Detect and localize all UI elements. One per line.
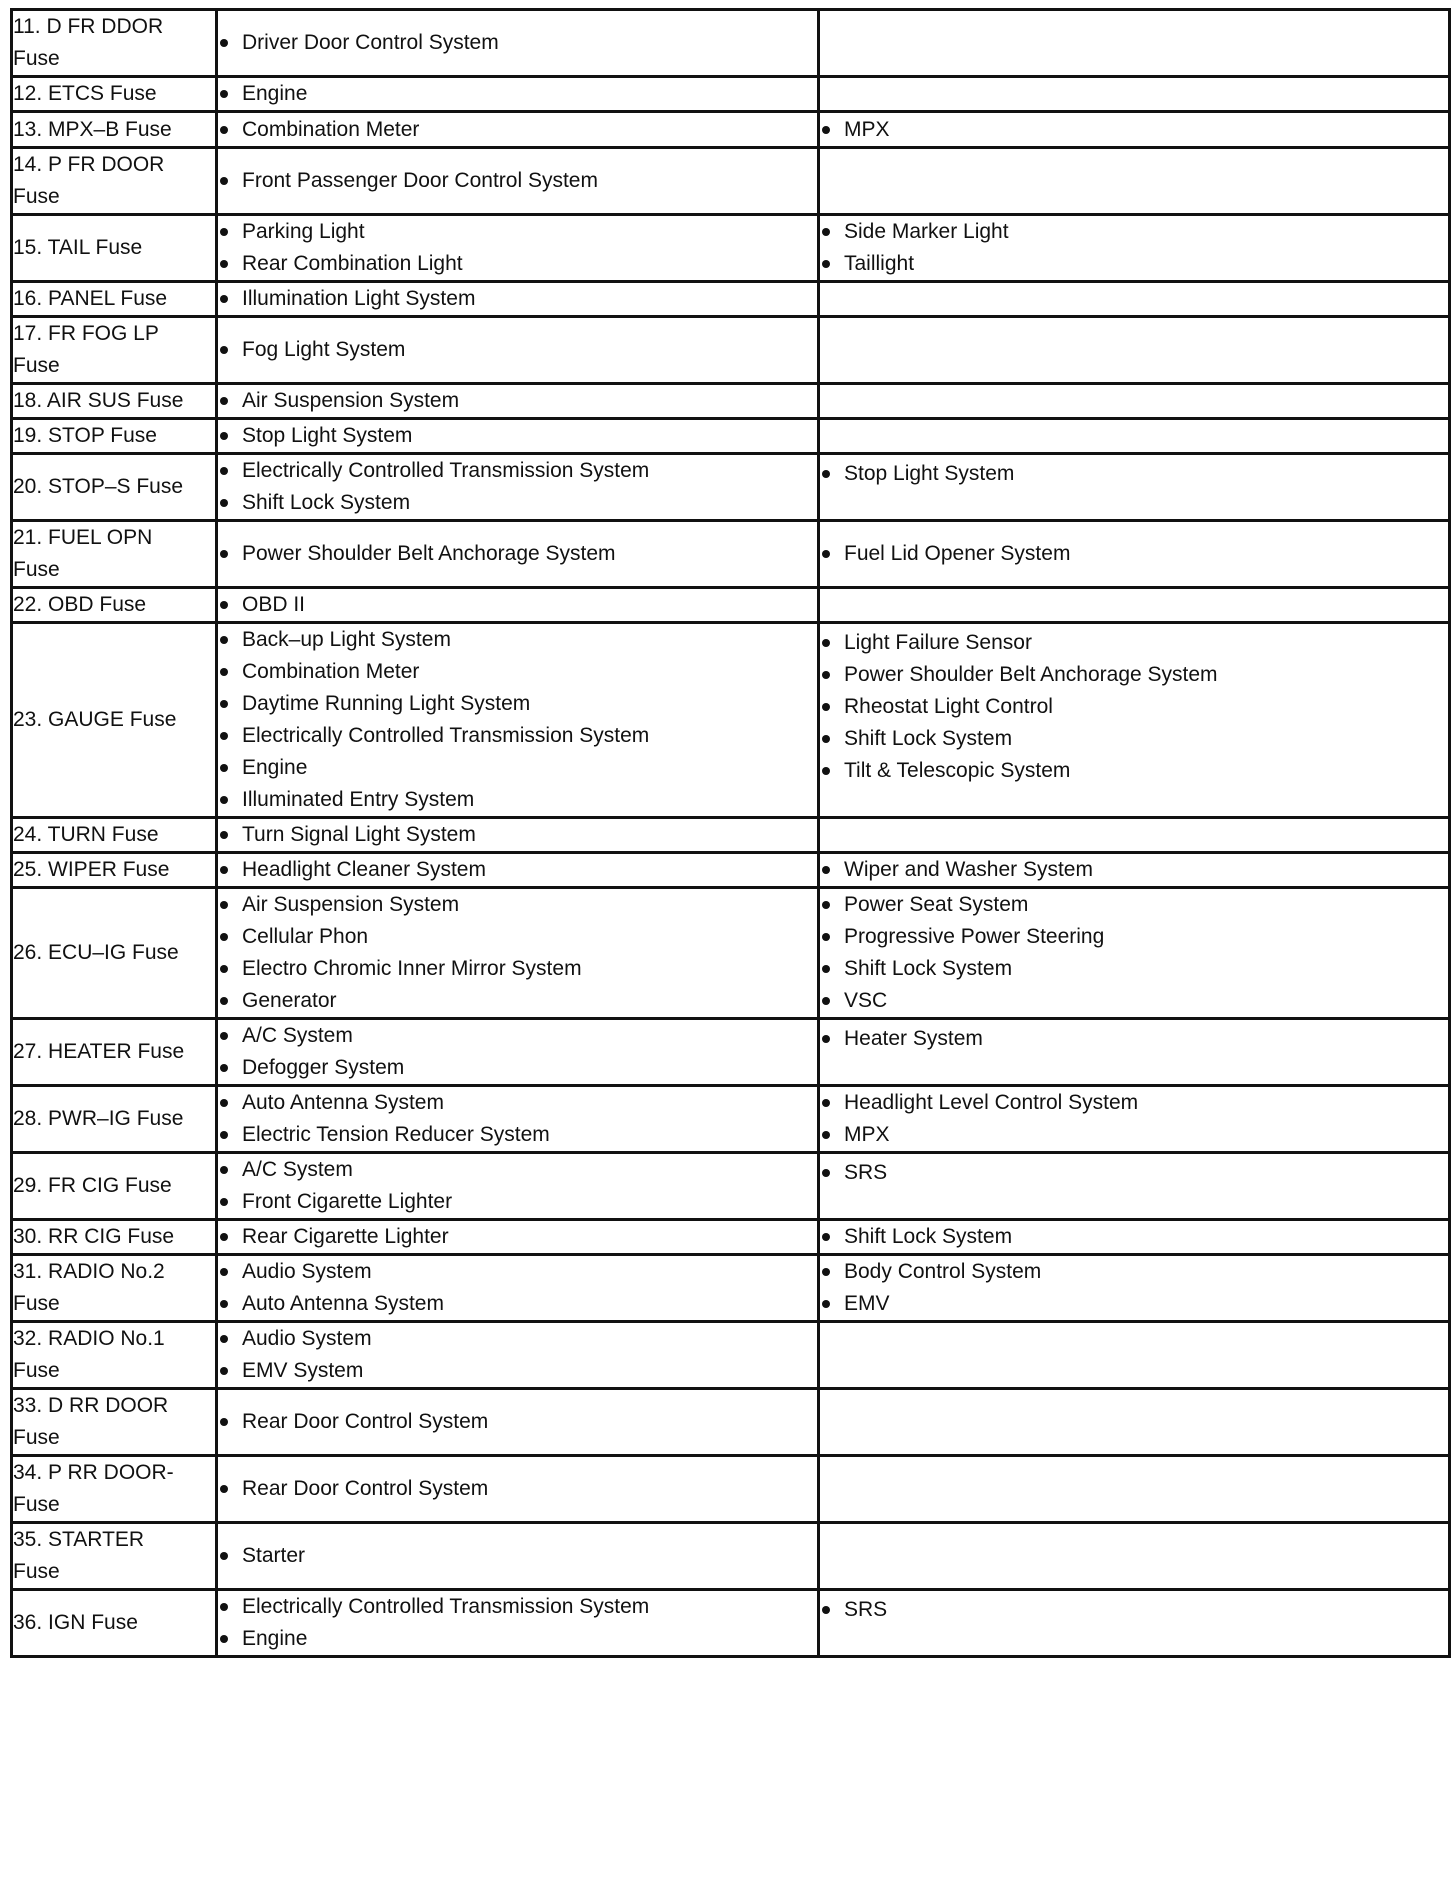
system-item: Taillight (820, 248, 1448, 280)
fuse-row (12, 818, 1450, 853)
systems-cell-secondary (819, 1590, 1450, 1657)
system-item: Electrically Controlled Transmission System (218, 455, 817, 487)
system-item: Air Suspension System (218, 889, 817, 921)
system-item: Starter (218, 1540, 817, 1572)
system-item: Power Seat System (820, 889, 1448, 921)
system-item: Driver Door Control System (218, 27, 817, 59)
systems-cell-secondary (819, 818, 1450, 853)
fuse-name-cell (12, 853, 217, 888)
system-item: Shift Lock System (218, 487, 817, 519)
systems-cell-primary (217, 148, 819, 215)
systems-cell-primary (217, 1389, 819, 1456)
systems-cell-primary (217, 1220, 819, 1255)
fuse-name-cell (12, 77, 217, 112)
fuse-name-line: 27. HEATER Fuse (13, 1040, 185, 1063)
system-item: Shift Lock System (820, 1221, 1448, 1253)
fuse-row (12, 317, 1450, 384)
fuse-name-cell (12, 10, 217, 77)
systems-cell-primary (217, 1019, 819, 1086)
system-item: MPX (820, 1119, 1448, 1151)
fuse-row (12, 77, 1450, 112)
systems-cell-primary (217, 1153, 819, 1220)
system-item: Rear Door Control System (218, 1473, 817, 1505)
fuse-name-cell (12, 112, 217, 148)
systems-cell-secondary (819, 1322, 1450, 1389)
systems-cell-secondary (819, 77, 1450, 112)
systems-list (820, 1087, 1448, 1151)
system-item: OBD II (218, 589, 817, 621)
system-item: Shift Lock System (820, 723, 1448, 755)
fuse-name-line: 26. ECU–IG Fuse (13, 941, 179, 964)
system-item: Audio System (218, 1323, 817, 1355)
systems-cell-secondary (819, 282, 1450, 317)
systems-cell-secondary (819, 521, 1450, 588)
systems-cell-secondary (819, 317, 1450, 384)
systems-cell-primary (217, 818, 819, 853)
systems-list (218, 589, 817, 621)
systems-list (218, 1323, 817, 1387)
fuse-row (12, 588, 1450, 623)
system-item: Back–up Light System (218, 624, 817, 656)
systems-cell-secondary (819, 1220, 1450, 1255)
systems-list (218, 78, 817, 110)
system-item: Combination Meter (218, 114, 817, 146)
fuse-name-line: 32. RADIO No.1 (13, 1327, 165, 1350)
system-item: Front Cigarette Lighter (218, 1186, 817, 1218)
systems-cell-secondary (819, 384, 1450, 419)
systems-cell-primary (217, 419, 819, 454)
fuse-name-line: 15. TAIL Fuse (13, 236, 143, 259)
systems-list (218, 1591, 817, 1655)
fuse-row (12, 1019, 1450, 1086)
fuse-row (12, 853, 1450, 888)
fuse-row (12, 1255, 1450, 1322)
fuse-name-cell (12, 1590, 217, 1657)
system-item: Shift Lock System (820, 953, 1448, 985)
fuse-name-line: 28. PWR–IG Fuse (13, 1107, 184, 1130)
systems-cell-secondary (819, 148, 1450, 215)
systems-cell-secondary (819, 1456, 1450, 1523)
systems-cell-secondary (819, 1019, 1450, 1086)
systems-cell-secondary (819, 623, 1450, 818)
fuse-name-line: Fuse (13, 47, 60, 70)
system-item: Light Failure Sensor (820, 627, 1448, 659)
systems-cell-primary (217, 1590, 819, 1657)
fuse-name-line: 33. D RR DOOR (13, 1394, 169, 1417)
systems-list (218, 538, 817, 570)
fuse-name-cell (12, 1255, 217, 1322)
system-item: Rear Combination Light (218, 248, 817, 280)
systems-cell-primary (217, 112, 819, 148)
fuse-name-line: 29. FR CIG Fuse (13, 1174, 172, 1197)
systems-list (820, 1594, 1448, 1626)
fuse-row (12, 1590, 1450, 1657)
systems-cell-secondary (819, 215, 1450, 282)
fuse-name-cell (12, 282, 217, 317)
fuse-table (10, 8, 1451, 1658)
system-item: Wiper and Washer System (820, 854, 1448, 886)
system-item: Progressive Power Steering (820, 921, 1448, 953)
system-item: Auto Antenna System (218, 1288, 817, 1320)
systems-list (218, 114, 817, 146)
systems-list (218, 1540, 817, 1572)
systems-cell-primary (217, 10, 819, 77)
system-item: Heater System (820, 1023, 1448, 1055)
fuse-row (12, 384, 1450, 419)
system-item: Illumination Light System (218, 283, 817, 315)
fuse-name-cell (12, 1153, 217, 1220)
systems-list (820, 854, 1448, 886)
fuse-name-line: 31. RADIO No.2 (13, 1260, 165, 1283)
systems-list (820, 1157, 1448, 1189)
fuse-row (12, 1153, 1450, 1220)
fuse-name-line: 17. FR FOG LP (13, 322, 159, 345)
system-item: Rear Door Control System (218, 1406, 817, 1438)
systems-list (820, 114, 1448, 146)
system-item: Front Passenger Door Control System (218, 165, 817, 197)
fuse-name-cell (12, 215, 217, 282)
fuse-name-cell (12, 148, 217, 215)
systems-cell-primary (217, 1086, 819, 1153)
fuse-name-line: 23. GAUGE Fuse (13, 708, 177, 731)
systems-cell-secondary (819, 419, 1450, 454)
systems-list (218, 385, 817, 417)
fuse-table-body (12, 10, 1450, 1657)
fuse-name-line: Fuse (13, 558, 60, 581)
fuse-name-line: 25. WIPER Fuse (13, 858, 170, 881)
systems-list (820, 538, 1448, 570)
fuse-row (12, 1523, 1450, 1590)
system-item: Engine (218, 78, 817, 110)
systems-list (218, 1256, 817, 1320)
systems-cell-primary (217, 317, 819, 384)
systems-list (218, 165, 817, 197)
fuse-row (12, 1322, 1450, 1389)
fuse-name-cell (12, 1523, 217, 1590)
systems-list (218, 889, 817, 1017)
system-item: Power Shoulder Belt Anchorage System (218, 538, 817, 570)
system-item: Electrically Controlled Transmission System (218, 1591, 817, 1623)
system-item: Headlight Level Control System (820, 1087, 1448, 1119)
systems-cell-primary (217, 282, 819, 317)
fuse-name-line: 24. TURN Fuse (13, 823, 159, 846)
systems-list (218, 854, 817, 886)
fuse-name-line: 34. P RR DOOR- (13, 1461, 174, 1484)
fuse-row (12, 112, 1450, 148)
fuse-row (12, 1389, 1450, 1456)
system-item: Cellular Phon (218, 921, 817, 953)
fuse-row (12, 148, 1450, 215)
system-item: Defogger System (218, 1052, 817, 1084)
system-item: Engine (218, 1623, 817, 1655)
fuse-name-cell (12, 521, 217, 588)
fuse-name-cell (12, 454, 217, 521)
fuse-name-cell (12, 1019, 217, 1086)
systems-list (820, 627, 1448, 787)
fuse-row (12, 1456, 1450, 1523)
systems-cell-secondary (819, 1255, 1450, 1322)
system-item: Auto Antenna System (218, 1087, 817, 1119)
system-item: A/C System (218, 1020, 817, 1052)
fuse-name-cell (12, 1456, 217, 1523)
system-item: Engine (218, 752, 817, 784)
systems-list (820, 458, 1448, 490)
fuse-table-sheet (10, 8, 1448, 1658)
fuse-row (12, 1086, 1450, 1153)
system-item: Headlight Cleaner System (218, 854, 817, 886)
fuse-row (12, 1220, 1450, 1255)
fuse-name-line: Fuse (13, 185, 60, 208)
fuse-name-cell (12, 888, 217, 1019)
system-item: Illuminated Entry System (218, 784, 817, 816)
systems-list (820, 216, 1448, 280)
system-item: Generator (218, 985, 817, 1017)
fuse-name-line: 20. STOP–S Fuse (13, 475, 184, 498)
fuse-name-line: 19. STOP Fuse (13, 424, 157, 447)
systems-cell-secondary (819, 853, 1450, 888)
fuse-row (12, 521, 1450, 588)
systems-cell-primary (217, 1523, 819, 1590)
systems-cell-primary (217, 1255, 819, 1322)
systems-list (218, 334, 817, 366)
systems-list (218, 624, 817, 816)
system-item: Daytime Running Light System (218, 688, 817, 720)
system-item: Fuel Lid Opener System (820, 538, 1448, 570)
fuse-name-line: Fuse (13, 1359, 60, 1382)
system-item: Rear Cigarette Lighter (218, 1221, 817, 1253)
fuse-name-line: Fuse (13, 354, 60, 377)
system-item: Electric Tension Reducer System (218, 1119, 817, 1151)
fuse-row (12, 215, 1450, 282)
fuse-name-cell (12, 623, 217, 818)
systems-cell-primary (217, 623, 819, 818)
systems-cell-primary (217, 384, 819, 419)
system-item: Audio System (218, 1256, 817, 1288)
fuse-name-line: 18. AIR SUS Fuse (13, 389, 184, 412)
system-item: Fog Light System (218, 334, 817, 366)
systems-list (820, 1256, 1448, 1320)
system-item: Turn Signal Light System (218, 819, 817, 851)
system-item: Rheostat Light Control (820, 691, 1448, 723)
system-item: Electrically Controlled Transmission System (218, 720, 817, 752)
systems-cell-secondary (819, 112, 1450, 148)
system-item: SRS (820, 1594, 1448, 1626)
systems-cell-secondary (819, 454, 1450, 521)
systems-list (218, 1020, 817, 1084)
system-item: Side Marker Light (820, 216, 1448, 248)
systems-list (218, 27, 817, 59)
fuse-row (12, 10, 1450, 77)
systems-list (218, 1406, 817, 1438)
systems-list (218, 1154, 817, 1218)
fuse-name-line: Fuse (13, 1426, 60, 1449)
systems-cell-secondary (819, 1086, 1450, 1153)
fuse-name-cell (12, 1322, 217, 1389)
systems-cell-primary (217, 1322, 819, 1389)
system-item: Parking Light (218, 216, 817, 248)
fuse-name-line: Fuse (13, 1493, 60, 1516)
system-item: Combination Meter (218, 656, 817, 688)
fuse-name-line: 21. FUEL OPN (13, 526, 153, 549)
systems-list (218, 1087, 817, 1151)
systems-cell-primary (217, 853, 819, 888)
systems-cell-primary (217, 454, 819, 521)
fuse-name-line: 14. P FR DOOR (13, 153, 165, 176)
systems-cell-primary (217, 588, 819, 623)
fuse-name-line: Fuse (13, 1292, 60, 1315)
fuse-name-cell (12, 419, 217, 454)
fuse-name-line: 16. PANEL Fuse (13, 287, 168, 310)
systems-list (820, 1221, 1448, 1253)
systems-list (218, 1473, 817, 1505)
systems-cell-primary (217, 215, 819, 282)
fuse-row (12, 623, 1450, 818)
system-item: Power Shoulder Belt Anchorage System (820, 659, 1448, 691)
system-item: Stop Light System (218, 420, 817, 452)
systems-cell-secondary (819, 588, 1450, 623)
fuse-name-cell (12, 1220, 217, 1255)
systems-cell-primary (217, 1456, 819, 1523)
fuse-name-line: 22. OBD Fuse (13, 593, 147, 616)
systems-list (218, 455, 817, 519)
systems-cell-secondary (819, 1389, 1450, 1456)
systems-cell-secondary (819, 10, 1450, 77)
systems-list (218, 283, 817, 315)
fuse-name-line: 36. IGN Fuse (13, 1611, 138, 1634)
systems-cell-primary (217, 521, 819, 588)
systems-list (218, 216, 817, 280)
system-item: SRS (820, 1157, 1448, 1189)
system-item: Electro Chromic Inner Mirror System (218, 953, 817, 985)
systems-cell-secondary (819, 1523, 1450, 1590)
system-item: MPX (820, 114, 1448, 146)
systems-list (218, 1221, 817, 1253)
systems-list (218, 819, 817, 851)
system-item: EMV (820, 1288, 1448, 1320)
fuse-name-line: 11. D FR DDOR (13, 15, 164, 38)
system-item: Air Suspension System (218, 385, 817, 417)
systems-cell-secondary (819, 1153, 1450, 1220)
fuse-name-line: Fuse (13, 1560, 60, 1583)
fuse-name-line: 13. MPX–B Fuse (13, 117, 172, 141)
fuse-name-cell (12, 384, 217, 419)
fuse-name-line: 12. ETCS Fuse (13, 82, 157, 105)
system-item: Body Control System (820, 1256, 1448, 1288)
fuse-name-line: 30. RR CIG Fuse (13, 1225, 175, 1248)
fuse-row (12, 419, 1450, 454)
fuse-row (12, 282, 1450, 317)
fuse-name-cell (12, 1086, 217, 1153)
system-item: VSC (820, 985, 1448, 1017)
system-item: Stop Light System (820, 458, 1448, 490)
systems-list (820, 889, 1448, 1017)
fuse-name-line: 35. STARTER (13, 1528, 145, 1551)
fuse-name-cell (12, 317, 217, 384)
systems-cell-primary (217, 888, 819, 1019)
fuse-row (12, 454, 1450, 521)
fuse-name-cell (12, 1389, 217, 1456)
system-item: EMV System (218, 1355, 817, 1387)
fuse-name-cell (12, 818, 217, 853)
system-item: A/C System (218, 1154, 817, 1186)
systems-list (820, 1023, 1448, 1055)
systems-cell-primary (217, 77, 819, 112)
fuse-name-cell (12, 588, 217, 623)
systems-cell-secondary (819, 888, 1450, 1019)
system-item: Tilt & Telescopic System (820, 755, 1448, 787)
systems-list (218, 420, 817, 452)
fuse-row (12, 888, 1450, 1019)
